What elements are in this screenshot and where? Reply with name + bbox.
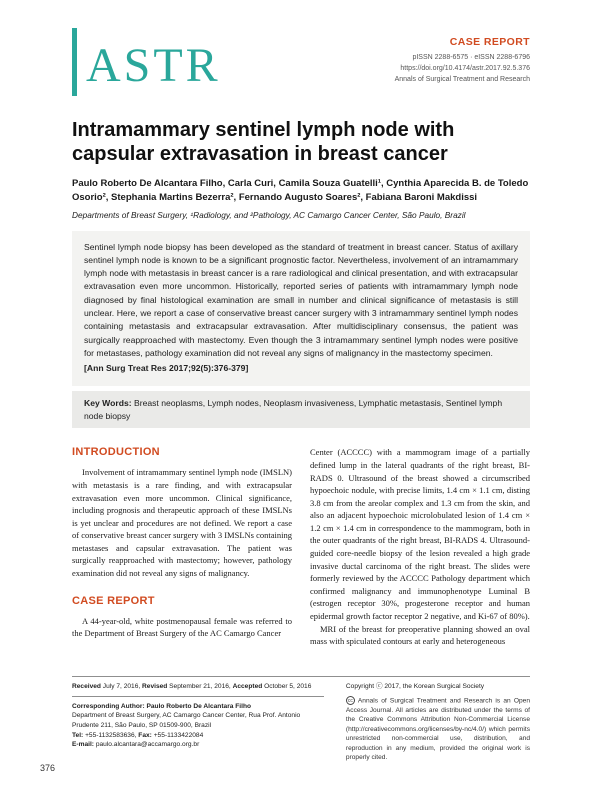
email-line: [72, 740, 324, 750]
accepted-date: October 5, 2016: [262, 683, 312, 691]
citation: [Ann Surg Treat Res 2017;92(5):376-379]: [84, 363, 249, 374]
abstract-box: [72, 231, 530, 386]
logo-accent-bar: [72, 28, 77, 96]
journal-name: Annals of Surgical Treatment and Research: [394, 75, 530, 83]
keywords-text: Breast neoplasms, Lymph nodes, Neoplasm invasiveness, Lymphatic metastasis, Sentinel lymph node biopsy: [84, 397, 503, 421]
received-label: Received: [72, 683, 101, 691]
footer-left-block: [72, 682, 324, 763]
introduction-text: Involvement of intramammary sentinel lymph node (IMSLN) with metastasis is a rare finding, and with extracapsular extravasation even more uncommon. Clinical significance, including prognosis and therapeutic approach of these IMSLNs is yet unclear and procedures are not defined. We report a case of conservative breast cancer surgery with 3 IMSLNs containing metastases and capsular extravasation. The patient was surgically reapproached with mastectomy; however, pathology examination did not reveal any signs of malignancy.: [72, 467, 292, 579]
page-number: 376: [40, 763, 56, 773]
tel-fax-line: [72, 731, 324, 741]
revised-date: September 21, 2016,: [167, 683, 233, 691]
corresponding-author-block: [72, 702, 324, 750]
keywords-label: Key Words:: [84, 397, 132, 408]
journal-logo: [72, 28, 221, 96]
section-heading-case-report: CASE REPORT: [72, 594, 155, 607]
accepted-label: Accepted: [232, 683, 263, 691]
issn-line: pISSN 2288-6575 · eISSN 2288-6796: [412, 54, 530, 61]
body-columns: [72, 446, 530, 668]
affiliations: Departments of Breast Surgery, ¹Radiology, and ²Pathology, AC Camargo Cancer Center, São Paulo, Brazil: [72, 209, 466, 220]
received-dates: [72, 682, 324, 697]
keywords-box: [72, 391, 530, 429]
author-list: Paulo Roberto De Alcantara Filho, Carla Curi, Camila Souza Guatelli¹, Cynthia Aparecida B. de Toledo Osorio², Stephania Martins Bezerra², Fernando Augusto Soares², Fabiana Baroni Makdissi: [72, 178, 529, 203]
tel-number: +55-1132583636,: [83, 731, 139, 739]
section-heading-introduction: INTRODUCTION: [72, 446, 160, 459]
article-title: Intramammary sentinel lymph node with capsular extravasation in breast cancer: [72, 119, 455, 165]
left-column: [72, 446, 292, 668]
email-label: E-mail:: [72, 741, 94, 749]
revised-label: Revised: [142, 683, 168, 691]
header-meta-block: [395, 28, 530, 86]
right-column: [310, 446, 530, 668]
corresponding-address: Department of Breast Surgery, AC Camargo Cancer Center, Rua Prof. Antonio Prudente 211, São Paulo, SP 01509-900, Brazil: [72, 712, 301, 730]
doi-link[interactable]: https://doi.org/10.4174/astr.2017.92.5.376: [400, 64, 530, 72]
tel-label: Tel:: [72, 731, 84, 739]
article-footer: [72, 676, 530, 763]
case-report-text: A 44-year-old, white postmenopausal female was referred to the Department of Breast Surgery of the AC Camargo Cancer: [72, 615, 292, 639]
license-text: Annals of Surgical Treatment and Research is an Open Access Journal. All articles are distributed under the terms of the Creative Commons Attribution Non-Commercial License (http://creativecommons.org/licenses/by-nc/4.0/) which permits unrestricted non-commercial use, distribution, and reproduction in any medium, provided the original work is properly cited.: [345, 697, 530, 762]
fax-label: Fax:: [138, 731, 152, 739]
copyright-line: Copyright ⓒ 2017, the Korean Surgical Society: [345, 683, 485, 691]
cc-license-icon: cc: [347, 697, 353, 704]
case-report-continued-text: Center (ACCCC) with a mammogram image of a partially defined lump in the lateral quadrants of the right breast, BI-RADS 0. Ultrasound of the breast showed a circumscribed hypoechoic nodule, with precise limits, 1.4 cm × 1.1 cm, disting 3.8 cm from the areolar complex and 1.3 cm from the skin, and also an adjacent hypoechoic microlobulated lesion of 1.4 cm × 1.2 cm × 1.4 cm in correspondence to the mammogram, both in the outer quadrants of the right breast, BI-RADS 4. Ultrasound-guided core-needle biopsy of the lesion revealed a high grade invasive ductal carcinoma of the right breast. The slides were formerly reviewed by the ACCCC Pathology department which confirmed malignancy and immunophenotype Luminal B (estrogen receptor 30%, progesterone receptor and human epidermal growth factor receptor 2 negative, and Ki-67 of 80%).: [310, 447, 530, 621]
journal-header: [72, 28, 530, 96]
abstract-text: Sentinel lymph node biopsy has been developed as the standard of treatment in breast cancer. Status of axillary sentinel lymph node is known to be a significant prognostic factor. Nevertheless, involvement of an intramammary lymph node with metastasis in breast cancer is a rare radiological and clinical presentation, and with extracapsular extravasation even more uncommon. Historically, reported series of patients with intramammary lymph node diagnosed by final histological examination are small in number and clinical significance of metastasis is still unclear. Here, we report a case of conservative breast cancer surgery with 3 intramammary sentinel lymph nodes containing metastasis and extracapsular extravasation. After multidisciplinary consensus, the patient was surgically reapproached with mastectomy. Even though the 3 intramammary sentinel lymph nodes were positive for metastases, pathology examination did not reveal any signs of malignancy in the mastectomy specimen.: [84, 241, 518, 359]
footer-right-block: [346, 682, 530, 763]
journal-logo-text: ASTR: [86, 39, 221, 92]
mri-paragraph: MRI of the breast for preoperative planning showed an oval mass with spiculated contours at early and heterogeneous: [310, 623, 530, 647]
article-type-label: CASE REPORT: [449, 36, 530, 48]
email-address[interactable]: paulo.alcantara@accamargo.org.br: [93, 741, 200, 749]
corresponding-author-line: Corresponding Author: Paulo Roberto De Alcantara Filho: [72, 702, 252, 710]
fax-number: +55-1133422084: [151, 731, 204, 739]
received-date: July 7, 2016,: [100, 683, 143, 691]
license-paragraph: [346, 696, 530, 763]
